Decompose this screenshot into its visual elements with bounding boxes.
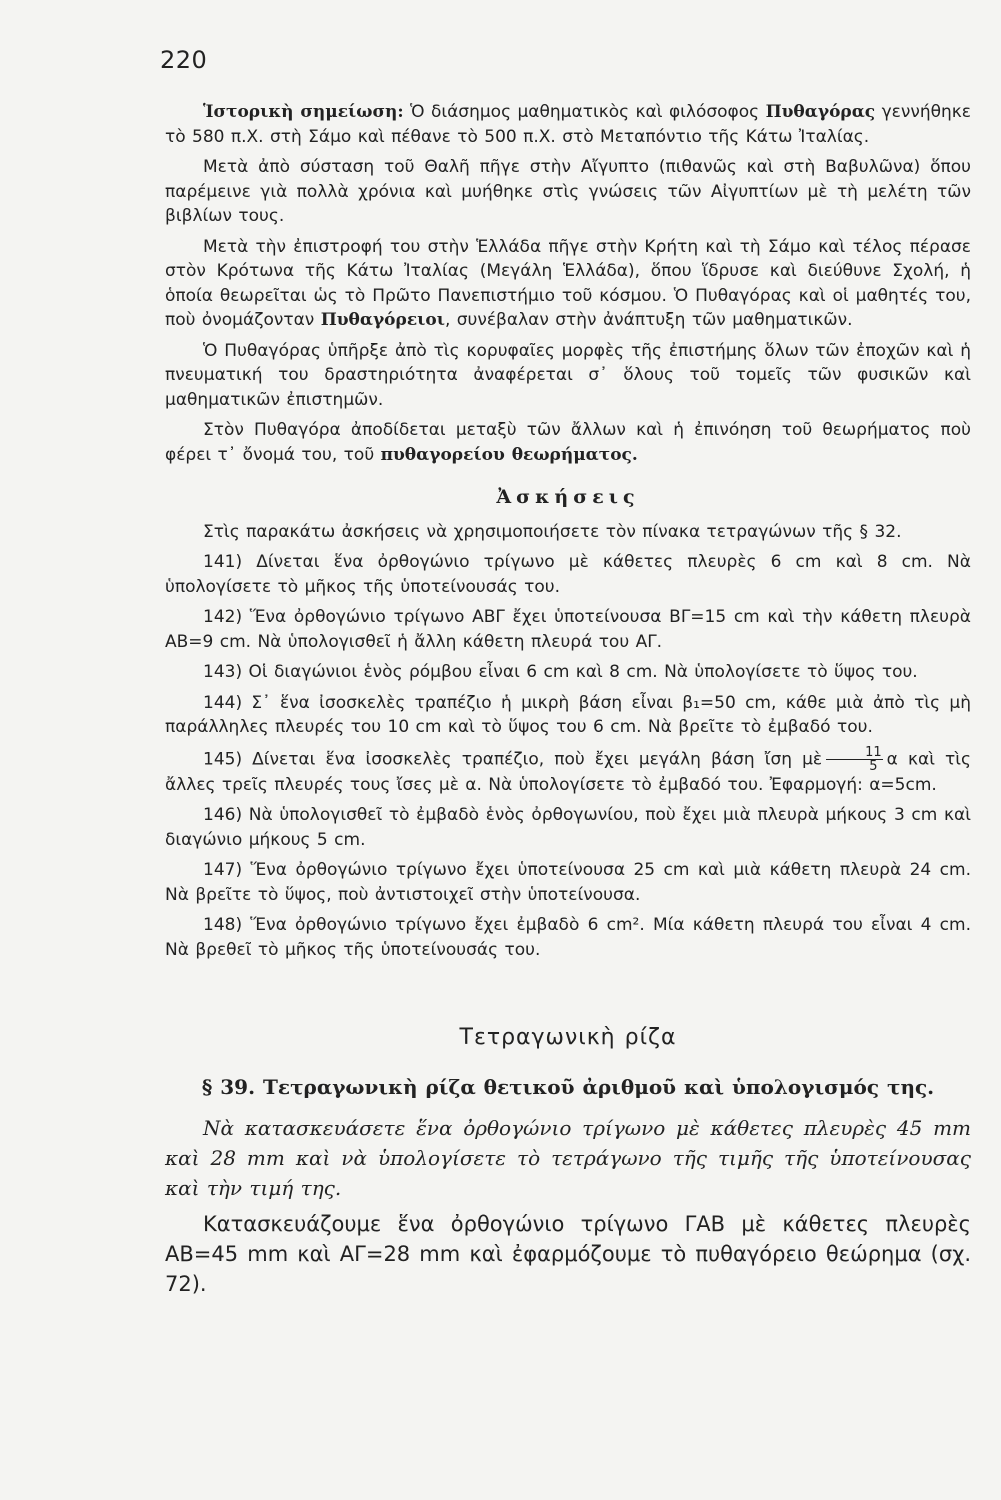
history-text: Μετὰ τὴν ἐπιστροφή του στὴν Ἑλλάδα πῆγε στὴν Κρήτη καὶ τὴ Σάμο καὶ τέλος πέρασε στὸν Κρότωνα τῆς Κάτω Ἰταλίας (Μεγάλη Ἑλλάδα), ὅπου ἵδρυσε καὶ διεύθυνε Σχολή, ἡ ὁποία θεωρεῖται ὡς τὸ Πρῶτο Πανεπιστήμιο τοῦ κόσμου. Ὁ Πυθαγόρας καὶ οἱ μαθητές του, ποὺ ὀνομάζονταν	[165, 236, 971, 330]
history-paragraph-5	[165, 418, 971, 467]
fraction-denominator: 5	[869, 758, 878, 774]
fraction-numerator: 11	[826, 746, 883, 760]
exercise-147: 147) Ἕνα ὀρθογώνιο τρίγωνο ἔχει ὑποτείνουσα 25 cm καὶ μιὰ κάθετη πλευρὰ 24 cm. Νὰ βρεῖτε τὸ ὕψος, ποὺ ἀντιστοιχεῖ στὴν ὑποτείνουσα.	[165, 860, 971, 905]
exercise-145-text: α καὶ τὶς ἄλλες τρεῖς πλευρές τους ἴσες μὲ α. Νὰ ὑπολογίσετε τὸ ἐμβαδό του. Ἐφαρμογή: α=5cm.	[165, 749, 971, 795]
page-number: 220	[160, 46, 208, 74]
pythagoras-name: Πυθαγόρας	[765, 102, 876, 122]
exercise-143: 143) Οἱ διαγώνιοι ἑνὸς ρόμβου εἶναι 6 cm καὶ 8 cm. Νὰ ὑπολογίσετε τὸ ὕψος του.	[203, 662, 918, 682]
section-title: § 39. Τετραγωνικὴ ρίζα θετικοῦ ἀριθμοῦ καὶ ὑπολογισμός της.	[201, 1074, 935, 1099]
pythagorean-theorem-term: πυθαγορείου θεωρήματος.	[380, 444, 638, 465]
fraction-eleven-fifths	[826, 746, 883, 773]
history-note-paragraph	[165, 100, 971, 149]
history-paragraph-3	[165, 235, 971, 333]
exercise-141: 141) Δίνεται ἕνα ὀρθογώνιο τρίγωνο μὲ κάθετες πλευρὲς 6 cm καὶ 8 cm. Νὰ ὑπολογίσετε τὸ μῆκος τῆς ὑποτείνουσάς του.	[165, 552, 971, 597]
pythagoreans-term: Πυθαγόρειοι	[320, 310, 445, 330]
history-note-label: Ἱστορικὴ σημείωση:	[203, 102, 404, 122]
page-body	[165, 100, 971, 1305]
exercise-144: 144) Σ᾽ ἕνα ἰσοσκελὲς τραπέζιο ἡ μικρὴ βάση εἶναι β₁=50 cm, κάθε μιὰ ἀπὸ τὶς μὴ παράλληλες πλευρές του 10 cm καὶ τὸ ὕψος του 6 cm. Νὰ βρεῖτε τὸ ἐμβαδό του.	[165, 692, 971, 737]
history-text: , συνέβαλαν στὴν ἀνάπτυξη τῶν μαθηματικῶν.	[444, 310, 853, 330]
construction-text: Κατασκευάζουμε ἕνα ὀρθογώνιο τρίγωνο ΓΑΒ μὲ κάθετες πλευρὲς ΑΒ=45 mm καὶ ΑΓ=28 mm καὶ ἐφαρμόζουμε τὸ πυθαγόρειο θεώρημα (σχ. 72).	[165, 1212, 971, 1296]
exercises-heading: Ἀσκήσεις	[496, 486, 640, 508]
history-text: γεννήθηκε τὸ 580 π.Χ. στὴ Σάμο καὶ πέθανε τὸ 500 π.Χ. στὸ Μεταπόντιο τῆς Κάτω Ἰταλίας.	[165, 102, 971, 147]
problem-statement: Νὰ κατασκευάσετε ἕνα ὀρθογώνιο τρίγωνο μὲ κάθετες πλευρὲς 45 mm καὶ 28 mm καὶ νὰ ὑπολογίσετε τὸ τετράγωνο τῆς τιμῆς τῆς ὑποτείνουσας καὶ τὴν τιμή της.	[165, 1116, 971, 1200]
exercise-146: 146) Νὰ ὑπολογισθεῖ τὸ ἐμβαδὸ ἑνὸς ὀρθογωνίου, ποὺ ἔχει μιὰ πλευρὰ μήκους 3 cm καὶ διαγώνιο μήκους 5 cm.	[165, 805, 971, 850]
exercise-145	[165, 746, 971, 798]
exercises-intro: Στὶς παρακάτω ἀσκήσεις νὰ χρησιμοποιήσετε τὸν πίνακα τετραγώνων τῆς § 32.	[203, 521, 902, 542]
exercise-148: 148) Ἕνα ὀρθογώνιο τρίγωνο ἔχει ἐμβαδὸ 6 cm². Μία κάθετη πλευρά του εἶναι 4 cm. Νὰ βρεθεῖ τὸ μῆκος τῆς ὑποτείνουσάς του.	[165, 915, 971, 960]
exercise-145-text: 145) Δίνεται ἕνα ἰσοσκελὲς τραπέζιο, ποὺ ἔχει μεγάλη βάση ἴση μὲ	[203, 749, 823, 769]
history-text: Ὁ διάσημος μαθηματικὸς καὶ φιλόσοφος	[403, 102, 766, 122]
exercise-142: 142) Ἕνα ὀρθογώνιο τρίγωνο ΑΒΓ ἔχει ὑποτείνουσα ΒΓ=15 cm καὶ τὴν κάθετη πλευρὰ ΑΒ=9 cm. Νὰ ὑπολογισθεῖ ἡ ἄλλη κάθετη πλευρά του ΑΓ.	[165, 607, 971, 652]
history-paragraph-4: Ὁ Πυθαγόρας ὑπῆρξε ἀπὸ τὶς κορυφαῖες μορφὲς τῆς ἐπιστήμης ὅλων τῶν ἐποχῶν καὶ ἡ πνευματική του δραστηριότητα ἀναφέρεται σ᾽ ὅλους τοῦ τομεῖς τῶν φυσικῶν καὶ μαθηματικῶν ἐπιστημῶν.	[165, 340, 971, 410]
history-text: Στὸν Πυθαγόρα ἀποδίδεται μεταξὺ τῶν ἄλλων καὶ ἡ ἐπινόηση τοῦ θεωρήματος ποὺ φέρει τ᾽ ὄνομά του, τοῦ	[165, 420, 971, 465]
history-paragraph-2: Μετὰ ἀπὸ σύσταση τοῦ Θαλῆ πῆγε στὴν Αἴγυπτο (πιθανῶς καὶ στὴ Βαβυλῶνα) ὅπου παρέμεινε γιὰ πολλὰ χρόνια καὶ μυήθηκε στὶς γνώσεις τῶν Αἰγυπτίων μὲ τὴ μελέτη τῶν βιβλίων τους.	[165, 157, 971, 226]
chapter-title: Τετραγωνικὴ ρίζα	[459, 1025, 677, 1050]
